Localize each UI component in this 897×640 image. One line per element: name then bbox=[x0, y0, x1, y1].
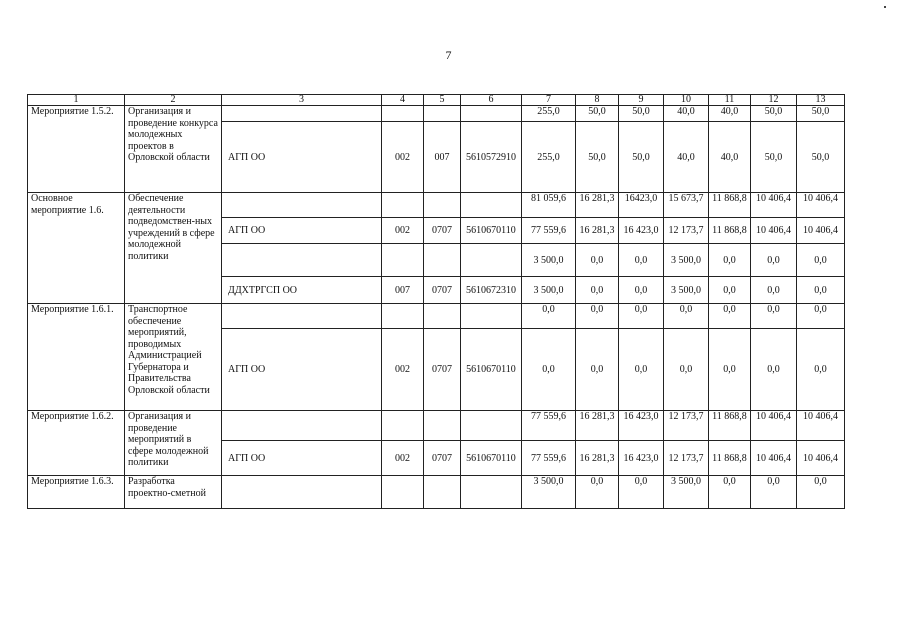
executor-cell bbox=[222, 106, 382, 122]
table-row bbox=[28, 304, 845, 329]
header-cell: 12 bbox=[751, 95, 797, 106]
rz-pr-code-cell bbox=[424, 476, 461, 509]
gr-code-cell: 002 bbox=[382, 218, 424, 244]
value-cell: 0,0 bbox=[709, 329, 751, 411]
value-cell: 0,0 bbox=[619, 304, 664, 329]
value-cell: 50,0 bbox=[576, 122, 619, 193]
value-cell: 0,0 bbox=[751, 244, 797, 277]
value-cell: 0,0 bbox=[797, 329, 845, 411]
executor-cell bbox=[222, 304, 382, 329]
value-cell: 0,0 bbox=[576, 304, 619, 329]
value-cell: 40,0 bbox=[664, 106, 709, 122]
executor-cell bbox=[222, 411, 382, 441]
header-cell: 4 bbox=[382, 95, 424, 106]
executor-cell: АГП ОО bbox=[222, 122, 382, 193]
value-cell: 50,0 bbox=[619, 122, 664, 193]
activity-name-cell: Мероприятие 1.6.1. bbox=[28, 304, 125, 411]
rz-pr-code-cell: 0707 bbox=[424, 441, 461, 476]
executor-cell: АГП ОО bbox=[222, 441, 382, 476]
value-cell: 0,0 bbox=[751, 277, 797, 304]
rz-pr-code-cell: 0707 bbox=[424, 277, 461, 304]
value-cell: 3 500,0 bbox=[522, 244, 576, 277]
table-row bbox=[28, 476, 845, 509]
value-cell: 10 406,4 bbox=[751, 193, 797, 218]
value-cell: 0,0 bbox=[751, 476, 797, 509]
value-cell: 10 406,4 bbox=[797, 193, 845, 218]
activity-name-cell: Мероприятие 1.5.2. bbox=[28, 106, 125, 193]
value-cell: 0,0 bbox=[709, 476, 751, 509]
value-cell: 40,0 bbox=[709, 122, 751, 193]
value-cell: 0,0 bbox=[709, 277, 751, 304]
value-cell: 0,0 bbox=[576, 476, 619, 509]
header-cell: 10 bbox=[664, 95, 709, 106]
gr-code-cell bbox=[382, 244, 424, 277]
value-cell: 12 173,7 bbox=[664, 218, 709, 244]
csr-code-cell: 5610670110 bbox=[461, 218, 522, 244]
gr-code-cell bbox=[382, 304, 424, 329]
rz-pr-code-cell bbox=[424, 193, 461, 218]
value-cell: 10 406,4 bbox=[797, 411, 845, 441]
header-cell: 6 bbox=[461, 95, 522, 106]
executor-cell: АГП ОО bbox=[222, 329, 382, 411]
executor-cell: АГП ОО bbox=[222, 218, 382, 244]
gr-code-cell: 002 bbox=[382, 441, 424, 476]
value-cell: 11 868,8 bbox=[709, 193, 751, 218]
value-cell: 0,0 bbox=[522, 329, 576, 411]
gr-code-cell bbox=[382, 411, 424, 441]
activity-description-cell: Организация и проведение конкурса молодежных проектов в Орловской области bbox=[125, 106, 222, 193]
value-cell: 3 500,0 bbox=[522, 476, 576, 509]
value-cell: 50,0 bbox=[797, 106, 845, 122]
activity-name-cell: Мероприятие 1.6.3. bbox=[28, 476, 125, 509]
value-cell: 0,0 bbox=[797, 476, 845, 509]
value-cell: 11 868,8 bbox=[709, 441, 751, 476]
executor-cell bbox=[222, 193, 382, 218]
value-cell: 10 406,4 bbox=[751, 411, 797, 441]
value-cell: 0,0 bbox=[619, 476, 664, 509]
rz-pr-code-cell: 0707 bbox=[424, 218, 461, 244]
rz-pr-code-cell bbox=[424, 106, 461, 122]
value-cell: 77 559,6 bbox=[522, 218, 576, 244]
header-cell: 2 bbox=[125, 95, 222, 106]
activity-description-cell: Разработка проектно-сметной bbox=[125, 476, 222, 509]
gr-code-cell: 002 bbox=[382, 122, 424, 193]
header-cell: 11 bbox=[709, 95, 751, 106]
value-cell: 11 868,8 bbox=[709, 411, 751, 441]
value-cell: 50,0 bbox=[751, 122, 797, 193]
csr-code-cell: 5610670110 bbox=[461, 329, 522, 411]
gr-code-cell bbox=[382, 193, 424, 218]
gr-code-cell: 007 bbox=[382, 277, 424, 304]
table-row bbox=[28, 106, 845, 122]
header-cell: 8 bbox=[576, 95, 619, 106]
value-cell: 0,0 bbox=[522, 304, 576, 329]
value-cell: 81 059,6 bbox=[522, 193, 576, 218]
header-cell: 3 bbox=[222, 95, 382, 106]
value-cell: 0,0 bbox=[751, 329, 797, 411]
activity-name-cell: Основное мероприятие 1.6. bbox=[28, 193, 125, 304]
value-cell: 40,0 bbox=[664, 122, 709, 193]
executor-cell bbox=[222, 244, 382, 277]
header-row bbox=[28, 95, 845, 106]
rz-pr-code-cell: 007 bbox=[424, 122, 461, 193]
csr-code-cell bbox=[461, 193, 522, 218]
value-cell: 3 500,0 bbox=[522, 277, 576, 304]
gr-code-cell: 002 bbox=[382, 329, 424, 411]
activity-description-cell: Транспортное обеспечение мероприятий, проводимых Администрацией Губернатора и Правительства Орловской области bbox=[125, 304, 222, 411]
value-cell: 0,0 bbox=[709, 304, 751, 329]
value-cell: 0,0 bbox=[576, 244, 619, 277]
csr-code-cell: 5610572910 bbox=[461, 122, 522, 193]
value-cell: 255,0 bbox=[522, 106, 576, 122]
rz-pr-code-cell bbox=[424, 304, 461, 329]
rz-pr-code-cell bbox=[424, 244, 461, 277]
value-cell: 0,0 bbox=[576, 277, 619, 304]
value-cell: 16 423,0 bbox=[619, 441, 664, 476]
value-cell: 16 281,3 bbox=[576, 193, 619, 218]
value-cell: 0,0 bbox=[797, 244, 845, 277]
rz-pr-code-cell: 0707 bbox=[424, 329, 461, 411]
activity-name-cell: Мероприятие 1.6.2. bbox=[28, 411, 125, 476]
value-cell: 0,0 bbox=[797, 304, 845, 329]
value-cell: 0,0 bbox=[751, 304, 797, 329]
value-cell: 0,0 bbox=[797, 277, 845, 304]
header-cell: 13 bbox=[797, 95, 845, 106]
value-cell: 0,0 bbox=[709, 244, 751, 277]
gr-code-cell bbox=[382, 106, 424, 122]
value-cell: 77 559,6 bbox=[522, 411, 576, 441]
csr-code-cell bbox=[461, 476, 522, 509]
page-number: 7 bbox=[445, 48, 452, 62]
value-cell: 0,0 bbox=[619, 329, 664, 411]
value-cell: 0,0 bbox=[664, 329, 709, 411]
value-cell: 3 500,0 bbox=[664, 476, 709, 509]
value-cell: 12 173,7 bbox=[664, 411, 709, 441]
csr-code-cell bbox=[461, 244, 522, 277]
value-cell: 77 559,6 bbox=[522, 441, 576, 476]
value-cell: 10 406,4 bbox=[797, 218, 845, 244]
value-cell: 3 500,0 bbox=[664, 244, 709, 277]
value-cell: 11 868,8 bbox=[709, 218, 751, 244]
gr-code-cell bbox=[382, 476, 424, 509]
table-row bbox=[28, 193, 845, 218]
executor-cell bbox=[222, 476, 382, 509]
header-cell: 1 bbox=[28, 95, 125, 106]
value-cell: 50,0 bbox=[797, 122, 845, 193]
csr-code-cell bbox=[461, 304, 522, 329]
value-cell: 50,0 bbox=[619, 106, 664, 122]
value-cell: 3 500,0 bbox=[664, 277, 709, 304]
value-cell: 16 281,3 bbox=[576, 411, 619, 441]
value-cell: 16 423,0 bbox=[619, 411, 664, 441]
table-row bbox=[28, 411, 845, 441]
csr-code-cell bbox=[461, 106, 522, 122]
value-cell: 10 406,4 bbox=[797, 441, 845, 476]
value-cell: 255,0 bbox=[522, 122, 576, 193]
value-cell: 0,0 bbox=[664, 304, 709, 329]
value-cell: 10 406,4 bbox=[751, 441, 797, 476]
value-cell: 0,0 bbox=[619, 277, 664, 304]
value-cell: 15 673,7 bbox=[664, 193, 709, 218]
csr-code-cell bbox=[461, 411, 522, 441]
activity-description-cell: Организация и проведение мероприятий в сфере молодежной политики bbox=[125, 411, 222, 476]
rz-pr-code-cell bbox=[424, 411, 461, 441]
value-cell: 50,0 bbox=[576, 106, 619, 122]
csr-code-cell: 5610670110 bbox=[461, 441, 522, 476]
value-cell: 0,0 bbox=[619, 244, 664, 277]
budget-table bbox=[27, 94, 845, 509]
header-cell: 5 bbox=[424, 95, 461, 106]
executor-cell: ДДХТРГСП ОО bbox=[222, 277, 382, 304]
header-cell: 7 bbox=[522, 95, 576, 106]
value-cell: 16 423,0 bbox=[619, 218, 664, 244]
value-cell: 40,0 bbox=[709, 106, 751, 122]
value-cell: 12 173,7 bbox=[664, 441, 709, 476]
value-cell: 16 281,3 bbox=[576, 441, 619, 476]
scan-speck bbox=[884, 6, 886, 8]
activity-description-cell: Обеспечение деятельности подведомствен-ных учреждений в сфере молодежной политики bbox=[125, 193, 222, 304]
header-cell: 9 bbox=[619, 95, 664, 106]
value-cell: 0,0 bbox=[576, 329, 619, 411]
csr-code-cell: 5610672310 bbox=[461, 277, 522, 304]
value-cell: 50,0 bbox=[751, 106, 797, 122]
value-cell: 16423,0 bbox=[619, 193, 664, 218]
value-cell: 10 406,4 bbox=[751, 218, 797, 244]
value-cell: 16 281,3 bbox=[576, 218, 619, 244]
